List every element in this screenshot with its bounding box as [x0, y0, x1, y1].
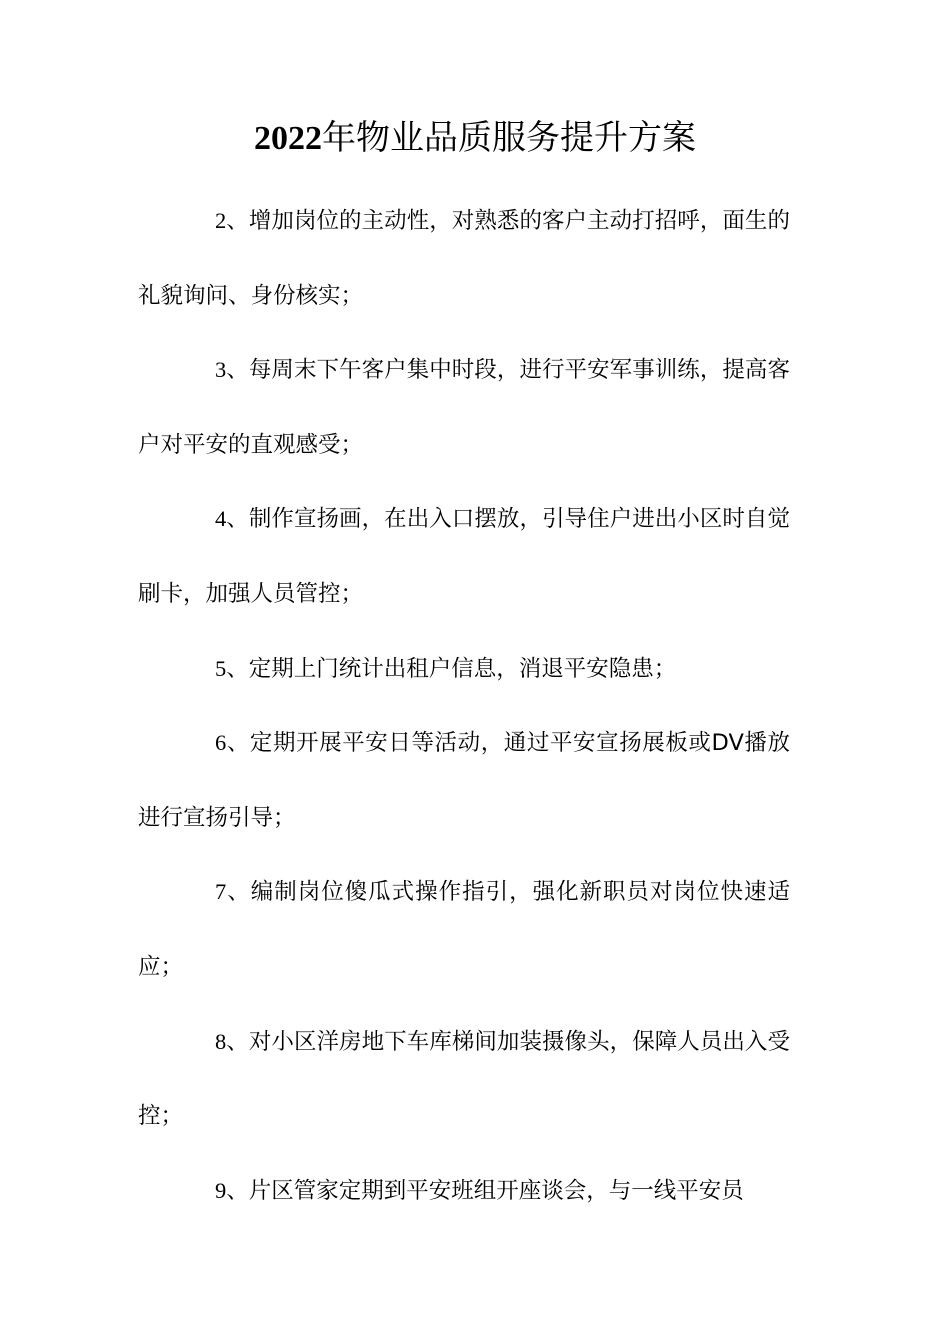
list-item	[138, 1005, 790, 1154]
title-year: 2022	[254, 120, 322, 157]
list-item	[138, 1154, 790, 1229]
item-text: 、每周末下午客户集中时段，进行平安军事训练，提高客户对平安的直观感受；	[138, 357, 790, 458]
list-item	[138, 706, 790, 855]
list-item	[138, 855, 790, 1004]
item-number: 8	[215, 1028, 227, 1054]
item-text: 、定期开展平安日等活动，通过平安宣扬展板或DV播放进行宣扬引导；	[138, 730, 790, 831]
list-item	[138, 482, 790, 631]
item-number: 2	[215, 208, 227, 233]
item-text: 、片区管家定期到平安班组开座谈会，与一线平安员	[226, 1177, 744, 1204]
item-text: 、制作宣扬画，在出入口摆放，引导住户进出小区时自觉刷卡，加强人员管控；	[138, 506, 790, 607]
title-text: 年物业品质服务提升方案	[322, 118, 696, 158]
page-title	[0, 112, 950, 165]
item-number: 6	[215, 730, 227, 756]
list-item	[138, 184, 790, 333]
item-number: 7	[215, 879, 227, 905]
document-body	[138, 184, 790, 1228]
list-item	[138, 632, 790, 707]
item-number: 9	[215, 1177, 227, 1203]
item-number: 3	[215, 357, 227, 383]
item-text: 、定期上门统计出租户信息，消退平安隐患；	[226, 655, 677, 682]
list-item	[138, 333, 790, 482]
item-text: 、对小区洋房地下车库梯间加装摄像头，保障人员出入受控；	[138, 1028, 790, 1130]
item-text: 、编制岗位傻瓜式操作指引，强化新职员对岗位快速适应；	[138, 879, 790, 980]
item-number: 5	[215, 655, 227, 681]
item-number: 4	[215, 506, 227, 532]
item-text: 、增加岗位的主动性，对熟悉的客户主动打招呼，面生的礼貌询问、身份核实；	[138, 208, 790, 309]
